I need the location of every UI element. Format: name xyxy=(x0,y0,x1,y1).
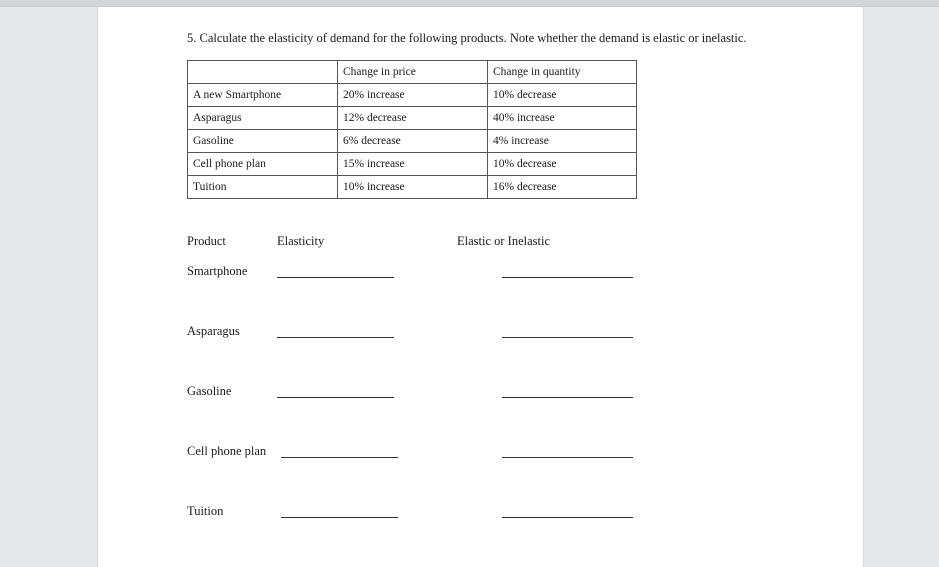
answer-product-label: Smartphone xyxy=(187,264,248,278)
product-cell: A new Smartphone xyxy=(188,84,338,107)
product-cell: Gasoline xyxy=(188,130,338,153)
table-header-cell: Change in quantity xyxy=(488,61,637,84)
quantity-change-cell: 10% decrease xyxy=(488,153,637,176)
product-cell: Cell phone plan xyxy=(188,153,338,176)
document-page xyxy=(97,7,864,567)
quantity-change-cell: 4% increase xyxy=(488,130,637,153)
table-row xyxy=(188,153,637,176)
table-header-cell: Change in price xyxy=(338,61,488,84)
table-row xyxy=(188,176,637,199)
answer-product-label: Tuition xyxy=(187,504,224,518)
quantity-change-cell: 16% decrease xyxy=(488,176,637,199)
elasticity-answer-line[interactable] xyxy=(277,337,394,338)
type-answer-line[interactable] xyxy=(502,337,633,338)
table-header-row xyxy=(188,61,637,84)
price-change-cell: 6% decrease xyxy=(338,130,488,153)
table-row xyxy=(188,130,637,153)
elasticity-answer-line[interactable] xyxy=(281,457,398,458)
type-answer-line[interactable] xyxy=(502,517,633,518)
type-answer-line[interactable] xyxy=(502,277,633,278)
answer-product-label: Gasoline xyxy=(187,384,232,398)
elasticity-answer-line[interactable] xyxy=(281,517,398,518)
elastic-inelastic-heading: Elastic or Inelastic xyxy=(457,234,551,248)
toolbar-strip xyxy=(0,0,939,7)
table-row xyxy=(188,84,637,107)
quantity-change-cell: 10% decrease xyxy=(488,84,637,107)
elasticity-answer-line[interactable] xyxy=(277,397,394,398)
type-answer-line[interactable] xyxy=(502,397,633,398)
answer-product-label: Asparagus xyxy=(187,324,240,338)
price-quantity-table xyxy=(187,60,637,199)
price-change-cell: 20% increase xyxy=(338,84,488,107)
price-change-cell: 12% decrease xyxy=(338,107,488,130)
elasticity-answer-line[interactable] xyxy=(277,277,394,278)
product-cell: Asparagus xyxy=(188,107,338,130)
product-heading: Product xyxy=(187,234,226,248)
product-cell: Tuition xyxy=(188,176,338,199)
price-change-cell: 10% increase xyxy=(338,176,488,199)
price-change-cell: 15% increase xyxy=(338,153,488,176)
answer-product-label: Cell phone plan xyxy=(187,444,267,458)
quantity-change-cell: 40% increase xyxy=(488,107,637,130)
table-header-cell xyxy=(188,61,338,84)
table-row xyxy=(188,107,637,130)
elasticity-heading: Elasticity xyxy=(277,234,325,248)
type-answer-line[interactable] xyxy=(502,457,633,458)
question-text: 5. Calculate the elasticity of demand for the following products. Note whether the demand is elastic or inelastic. xyxy=(187,31,747,45)
